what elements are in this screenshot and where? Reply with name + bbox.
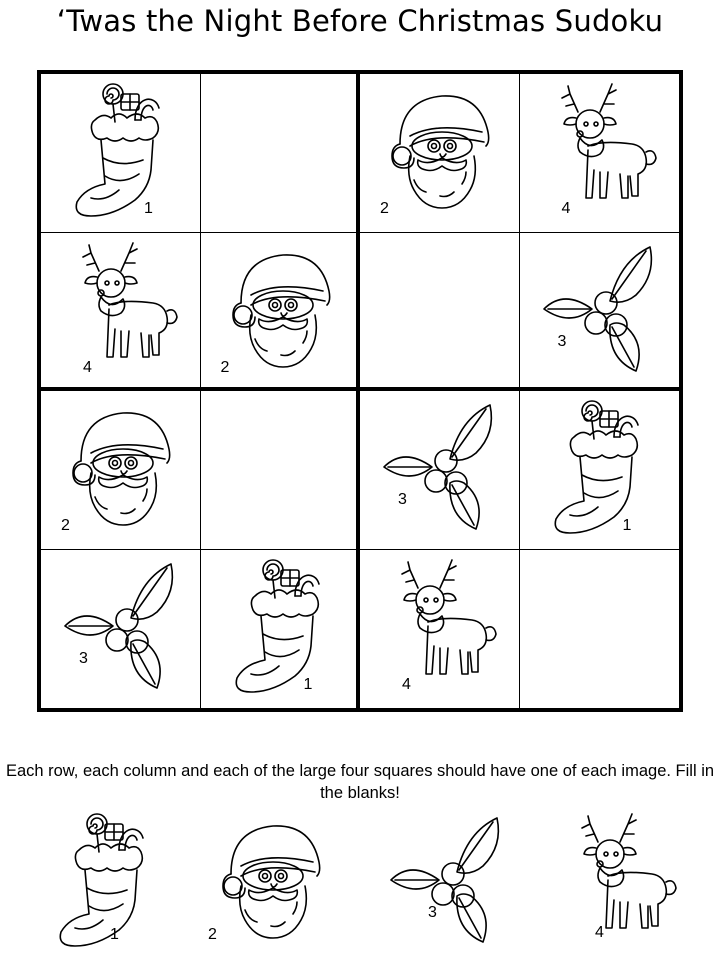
sudoku-cell-r1c3[interactable] xyxy=(360,74,520,233)
reindeer-icon xyxy=(61,239,181,379)
cell-number-label: 4 xyxy=(402,675,411,693)
sudoku-grid xyxy=(37,70,683,712)
stocking-icon xyxy=(540,397,660,537)
picture-key xyxy=(0,808,720,958)
sudoku-cell-r4c2[interactable] xyxy=(201,550,361,709)
cell-number-label: 3 xyxy=(557,332,567,350)
cell-number-label: 4 xyxy=(561,200,571,217)
sudoku-cell-r4c1[interactable] xyxy=(41,550,201,709)
holly-icon xyxy=(61,556,181,696)
santa-icon xyxy=(221,239,341,379)
reindeer-icon xyxy=(560,810,680,950)
santa-icon xyxy=(211,810,331,950)
key-item-holly xyxy=(372,808,522,958)
sudoku-cell-r3c1[interactable] xyxy=(41,391,201,550)
holly-icon xyxy=(540,239,660,379)
key-number-label: 1 xyxy=(110,926,119,943)
cell-number-label: 1 xyxy=(622,517,632,534)
key-item-santa xyxy=(196,808,346,958)
stocking-icon xyxy=(61,80,181,220)
cell-number-label: 2 xyxy=(220,358,230,376)
stocking-icon xyxy=(45,810,165,950)
sudoku-cell-r4c3[interactable] xyxy=(360,550,520,709)
key-number-label: 2 xyxy=(208,926,217,943)
cell-number-label: 3 xyxy=(79,649,88,667)
reindeer-icon xyxy=(380,556,500,696)
holly-icon xyxy=(380,397,500,537)
page-title: ‘Twas the Night Before Christmas Sudoku xyxy=(56,4,664,38)
cell-number-label: 1 xyxy=(303,675,313,693)
reindeer-icon xyxy=(540,80,660,220)
stocking-icon xyxy=(221,556,341,696)
sudoku-cell-r3c2[interactable] xyxy=(201,391,361,550)
key-number-label: 3 xyxy=(428,904,437,921)
sudoku-cell-r1c1[interactable] xyxy=(41,74,201,233)
sudoku-cell-r2c3[interactable] xyxy=(360,233,520,392)
instructions-text: Each row, each column and each of the large four squares should have one of each image. Fill in the blanks! xyxy=(5,762,715,802)
sudoku-cell-r4c4[interactable] xyxy=(520,550,680,709)
cell-number-label: 4 xyxy=(83,358,92,376)
key-item-stocking xyxy=(30,808,180,958)
cell-number-label: 2 xyxy=(61,517,70,534)
cell-number-label: 1 xyxy=(144,200,153,217)
santa-icon xyxy=(380,80,500,220)
key-number-label: 4 xyxy=(595,924,604,941)
sudoku-cell-r2c4[interactable] xyxy=(520,233,680,392)
sudoku-cell-r2c2[interactable] xyxy=(201,233,361,392)
sudoku-cell-r3c4[interactable] xyxy=(520,391,680,550)
cell-number-label: 3 xyxy=(398,491,407,508)
sudoku-cell-r1c4[interactable] xyxy=(520,74,680,233)
sudoku-cell-r3c3[interactable] xyxy=(360,391,520,550)
cell-number-label: 2 xyxy=(380,200,389,217)
holly-icon xyxy=(387,810,507,950)
santa-icon xyxy=(61,397,181,537)
sudoku-cell-r1c2[interactable] xyxy=(201,74,361,233)
key-item-reindeer xyxy=(545,808,695,958)
sudoku-cell-r2c1[interactable] xyxy=(41,233,201,392)
